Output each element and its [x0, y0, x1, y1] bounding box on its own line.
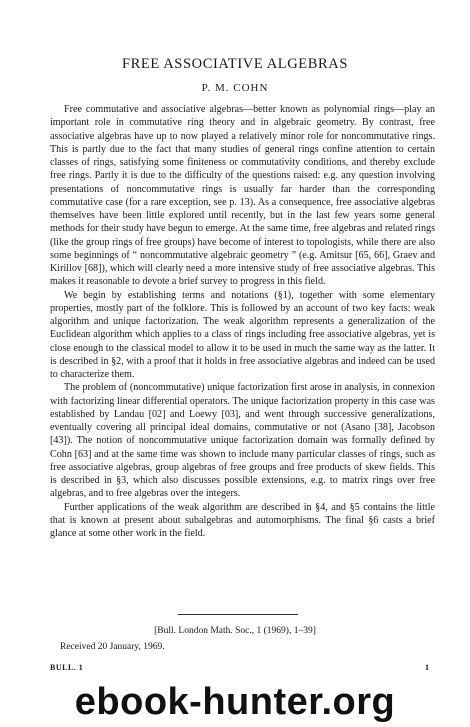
paragraph: The problem of (noncommutative) unique factorization first arose in analysis, in connexion with factorizing linear differential operators. The unique factorization property in this case was established by Landau [02] and Loewy [03], and went through successive generalizations, eventually covering all principal ideal domains, commutative or not (Asano [38], Jacobson [43]). The notion of noncommutative unique factorization domain was formally defined by Cohn [63] and at the same time was shown to include many particular classes of rings, such as free associative algebras, group algebras of free groups and free products of skew fields. This is described in §3, which also discusses possible extensions, e.g. to matrix rings over free algebras, and to free algebras over the integers. — [50, 382, 435, 500]
paper-author: P. M. COHN — [201, 82, 269, 94]
paragraph: Further applications of the weak algorithm are described in §4, and §5 contains the little that is known at present about subalgebras and automorphisms. The final §6 casts a brief glance at some other work in the field. — [50, 501, 435, 539]
journal-citation: [Bull. London Math. Soc., 1 (1969), 1–39] — [154, 626, 316, 636]
footnote-divider — [178, 614, 298, 615]
received-date: Received 20 January, 1969. — [60, 642, 165, 652]
paragraph: Free commutative and associative algebras—better known as polynomial rings—play an important role in commutative ring theory and in algebraic geometry. By contrast, free associative algebras have up to now played a relatively minor role for noncommutative rings. This is partly due to the fact that many studies of general rings confine attention to certain classes of rings, satisfying some finiteness or commutativity conditions, and thereby exclude free rings. Partly it is due to the difficulty of the questions raised: e.g. any question involving presentations of noncommutative rings is usually far harder than the corresponding commutative case (for a rare exception, see p. 13). As a consequence, free associative algebras themselves have been little explored until recently, but in the last few years some general methods for their study have begun to emerge. At the same time, free algebras and related rings (like the group rings of free groups) have become of interest to topologists, while there are also some beginnings of “ noncommutative algebraic geometry ” (e.g. Amitsur [65, 66], Graev and Kirillov [68]), which will clearly need a more intensive study of free associative algebras. This makes it reasonable to devote a brief survey to progress in this field. — [50, 104, 435, 288]
watermark-text: ebook-hunter.org — [74, 681, 396, 723]
paragraph: We begin by establishing terms and notations (§1), together with some elementary properties, mostly part of the folklore. This is followed by an account of two key facts: weak algorithm and unique factorization. The weak algorithm represents a generalization of the Euclidean algorithm which applies to a class of rings including free associative algebras, yet is close enough to the classical model to allow it to be used in much the same way as the latter. It is described in §2, with a proof that it holds in free associative algebras and indeed can be used to characterize them. — [50, 289, 435, 380]
paper-body — [50, 103, 435, 540]
footer-signature: BULL. 1 — [50, 663, 84, 672]
page-number: 1 — [425, 663, 429, 672]
paper-title: FREE ASSOCIATIVE ALGEBRAS — [121, 56, 349, 72]
